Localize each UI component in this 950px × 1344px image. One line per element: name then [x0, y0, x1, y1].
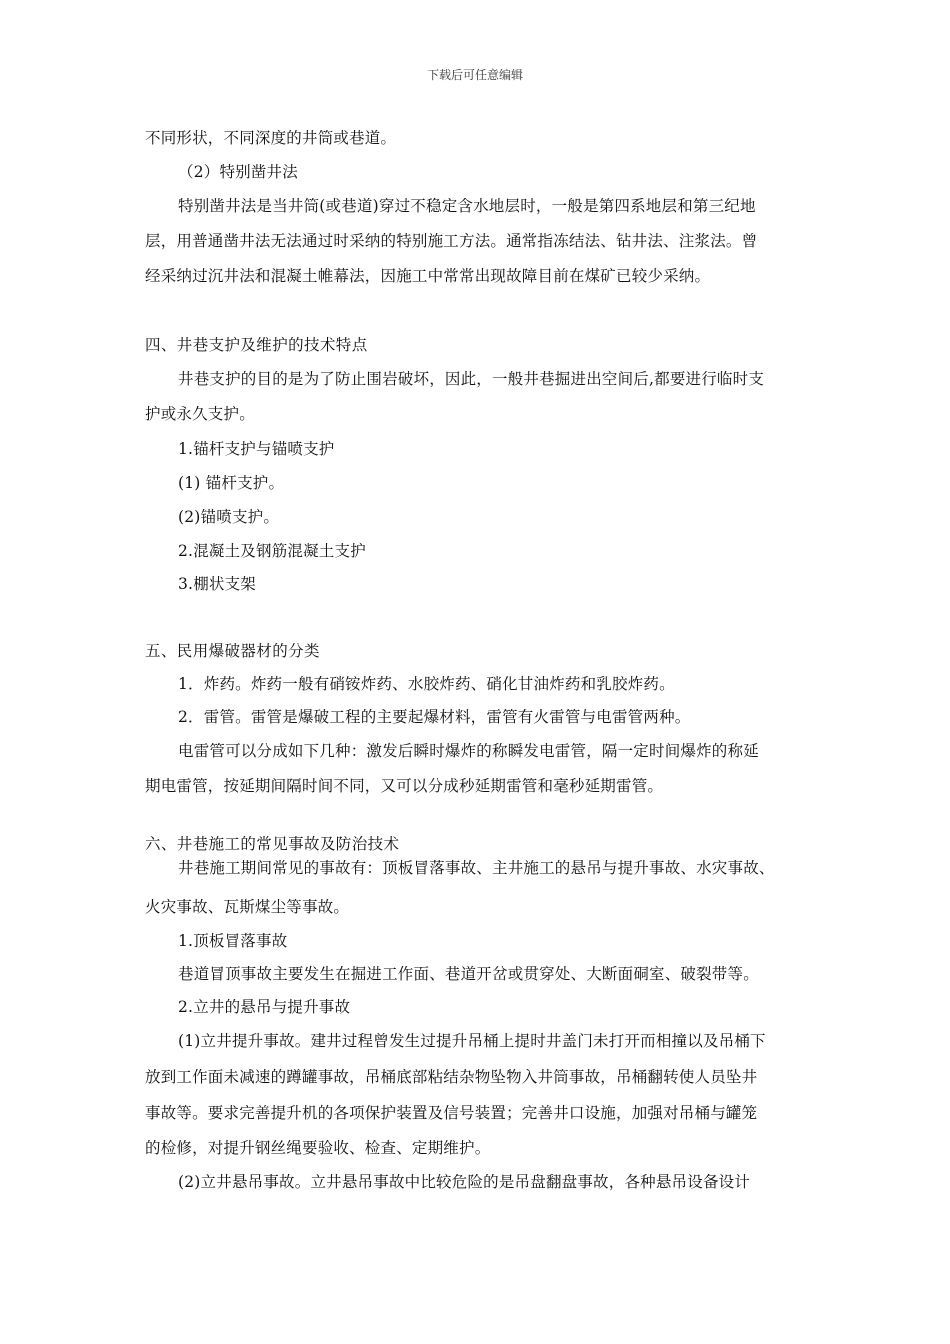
section-heading: 五、民用爆破器材的分类: [145, 642, 320, 660]
subheading: （2）特别凿井法: [178, 163, 298, 181]
list-item: 1.顶板冒落事故: [178, 932, 288, 950]
paragraph-line: 期电雷管，按延期间隔时间不同，又可以分成秒延期雷管和毫秒延期雷管。: [145, 777, 664, 795]
body-line: 不同形状，不同深度的井筒或巷道。: [145, 129, 397, 147]
paragraph-line: 经采纳过沉井法和混凝土帷幕法，因施工中常常出现故障目前在煤矿已较少采纳。: [145, 267, 711, 285]
list-item: (1) 锚杆支护。: [178, 474, 285, 492]
paragraph-line: 放到工作面未减速的蹲罐事故，吊桶底部粘结杂物坠物入井筒事故，吊桶翻转使人员坠井: [145, 1068, 758, 1086]
paragraph-line: 护或永久支护。: [145, 405, 255, 423]
paragraph-line: 的检修，对提升钢丝绳要验收、检查、定期维护。: [145, 1139, 491, 1157]
list-item: 2．雷管。雷管是爆破工程的主要起爆材料，雷管有火雷管与电雷管两种。: [178, 708, 691, 726]
paragraph-line: 电雷管可以分成如下几种：激发后瞬时爆炸的称瞬发电雷管，隔一定时间爆炸的称延: [178, 742, 759, 760]
paragraph-line: (1)立井提升事故。建井过程曾发生过提升吊桶上提时井盖门未打开而相撞以及吊桶下: [178, 1032, 766, 1050]
section-heading: 六、井巷施工的常见事故及防治技术: [145, 835, 400, 853]
list-item: 3.棚状支架: [178, 575, 256, 593]
list-item: 2.混凝土及钢筋混凝土支护: [178, 542, 366, 560]
section-heading: 四、井巷支护及维护的技术特点: [145, 336, 368, 354]
paragraph-line: 井巷支护的目的是为了防止围岩破坏，因此，一般井巷掘进出空间后,都要进行临时支: [178, 370, 765, 388]
paragraph-line: (2)立井悬吊事故。立井悬吊事故中比较危险的是吊盘翻盘事故，各种悬吊设备设计: [178, 1173, 751, 1191]
list-item: (2)锚喷支护。: [178, 508, 280, 526]
paragraph-line: 巷道冒顶事故主要发生在掘进工作面、巷道开岔或贯穿处、大断面硐室、破裂带等。: [178, 965, 759, 983]
list-item: 1.锚杆支护与锚喷支护: [178, 440, 335, 458]
list-item: 1．炸药。炸药一般有硝铵炸药、水胶炸药、硝化甘油炸药和乳胶炸药。: [178, 675, 675, 693]
paragraph-line: 事故等。要求完善提升机的各项保护装置及信号装置；完善井口设施，加强对吊桶与罐笼: [145, 1104, 758, 1122]
list-item: 2.立井的悬吊与提升事故: [178, 998, 351, 1016]
page-header: 下载后可任意编辑: [426, 68, 523, 82]
paragraph-line: 特别凿井法是当井筒(或巷道)穿过不稳定含水地层时，一般是第四系地层和第三纪地: [178, 197, 756, 215]
paragraph-line: 井巷施工期间常见的事故有：顶板冒落事故、主井施工的悬吊与提升事故、水灾事故、: [178, 859, 775, 877]
paragraph-line: 火灾事故、瓦斯煤尘等事故。: [145, 898, 350, 916]
paragraph-line: 层，用普通凿井法无法通过时采纳的特别施工方法。通常指冻结法、钻井法、注浆法。曾: [145, 232, 758, 250]
